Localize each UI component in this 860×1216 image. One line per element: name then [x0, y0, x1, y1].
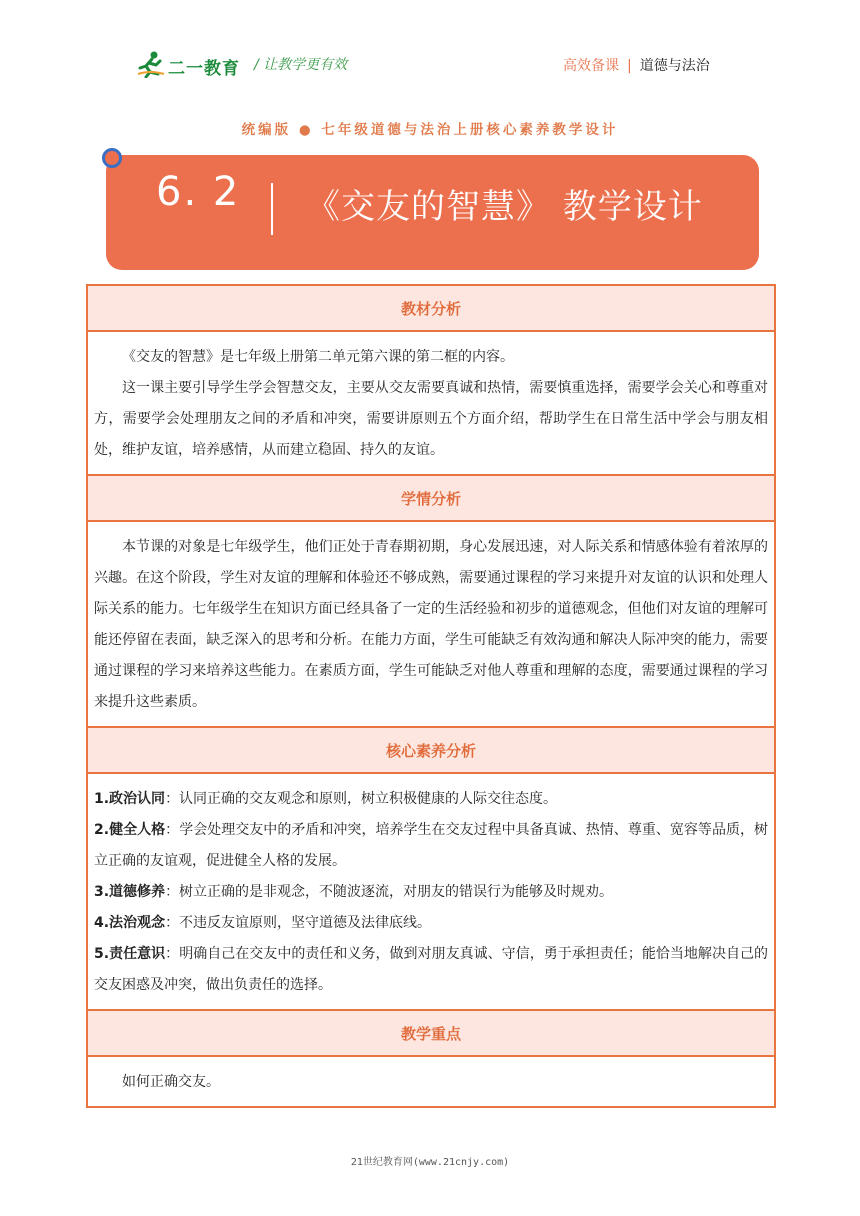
paragraph: 如何正确交友。	[122, 1074, 220, 1090]
logo	[136, 50, 246, 80]
paragraph: 这一课主要引导学生学会智慧交友，主要从交友需要真诚和热情，需要慎重选择，需要学会关心和尊重对方，需要学会处理朋友之间的矛盾和冲突，需要讲原则五个方面介绍，帮助学生在日常生活中学会与朋友相处，维护友谊，培养感情，从而建立稳固、持久的友谊。	[94, 380, 768, 458]
section-body	[88, 332, 774, 476]
paragraph: 本节课的对象是七年级学生，他们正处于青春期初期，身心发展迅速，对人际关系和情感体验有着浓厚的兴趣。在这个阶段，学生对友谊的理解和体验还不够成熟，需要通过课程的学习来提升对友谊的认识和处理人际关系的能力。七年级学生在知识方面已经具备了一定的生活经验和初步的道德观念，但他们对友谊的理解可能还停留在表面，缺乏深入的思考和分析。在能力方面，学生可能缺乏有效沟通和解决人际冲突的能力，需要通过课程的学习来培养这些能力。在素质方面，学生可能缺乏对他人尊重和理解的态度，需要通过课程的学习来提升这些素质。	[94, 539, 768, 710]
list-item	[94, 877, 768, 908]
subtitle: 统编版 ● 七年级道德与法治上册核心素养教学设计	[241, 122, 619, 138]
header-label-a: 高效备课	[563, 58, 619, 74]
runner-logo-icon	[136, 50, 166, 78]
item-text: ：认同正确的交友观念和原则，树立积极健康的人际交往态度。	[165, 791, 558, 807]
page-footer: 21世纪教育网(www.21cnjy.com)	[350, 1157, 510, 1168]
lesson-number: 6. 2	[156, 169, 241, 215]
list-item	[94, 939, 768, 1001]
item-label: 5.责任意识	[94, 946, 166, 962]
item-label: 2.健全人格	[94, 822, 166, 838]
item-text: ：树立正确的是非观念，不随波逐流，对朋友的错误行为能够及时规劝。	[165, 884, 614, 900]
item-label: 3.道德修养	[94, 884, 166, 900]
item-label: 1.政治认同	[94, 791, 166, 807]
logo-text: 二一教育	[168, 59, 240, 79]
section-body	[88, 774, 774, 1011]
list-item	[94, 784, 768, 815]
paragraph: 《交友的智慧》是七年级上册第二单元第六课的第二框的内容。	[122, 349, 514, 365]
design-table	[86, 284, 776, 1108]
item-label: 4.法治观念	[94, 915, 166, 931]
list-item	[94, 908, 768, 939]
item-text: ：不违反友谊原则，坚守道德及法律底线。	[165, 915, 432, 931]
section-heading: 教学重点	[88, 1011, 774, 1057]
slogan: / 让教学更有效	[254, 57, 348, 73]
section-body	[88, 522, 774, 728]
list-item	[94, 815, 768, 877]
section-body	[88, 1057, 774, 1106]
circle-dot-icon	[102, 148, 122, 168]
banner-divider	[271, 183, 273, 235]
title-banner	[106, 155, 759, 270]
section-heading: 核心素养分析	[88, 728, 774, 774]
header-label-b: 道德与法治	[639, 58, 710, 74]
section-heading: 学情分析	[88, 476, 774, 522]
page-header	[0, 0, 860, 100]
header-right	[563, 55, 710, 75]
item-text: ：明确自己在交友中的责任和义务，做到对朋友真诚、守信，勇于承担责任；能恰当地解决自己的交友困惑及冲突，做出负责任的选择。	[94, 946, 769, 993]
section-heading: 教材分析	[88, 286, 774, 332]
header-separator: |	[627, 58, 632, 74]
lesson-title: 《交友的智慧》 教学设计	[306, 187, 703, 227]
item-text: ：学会处理交友中的矛盾和冲突，培养学生在交友过程中具备真诚、热情、尊重、宽容等品质，树立正确的友谊观，促进健全人格的发展。	[94, 822, 769, 869]
